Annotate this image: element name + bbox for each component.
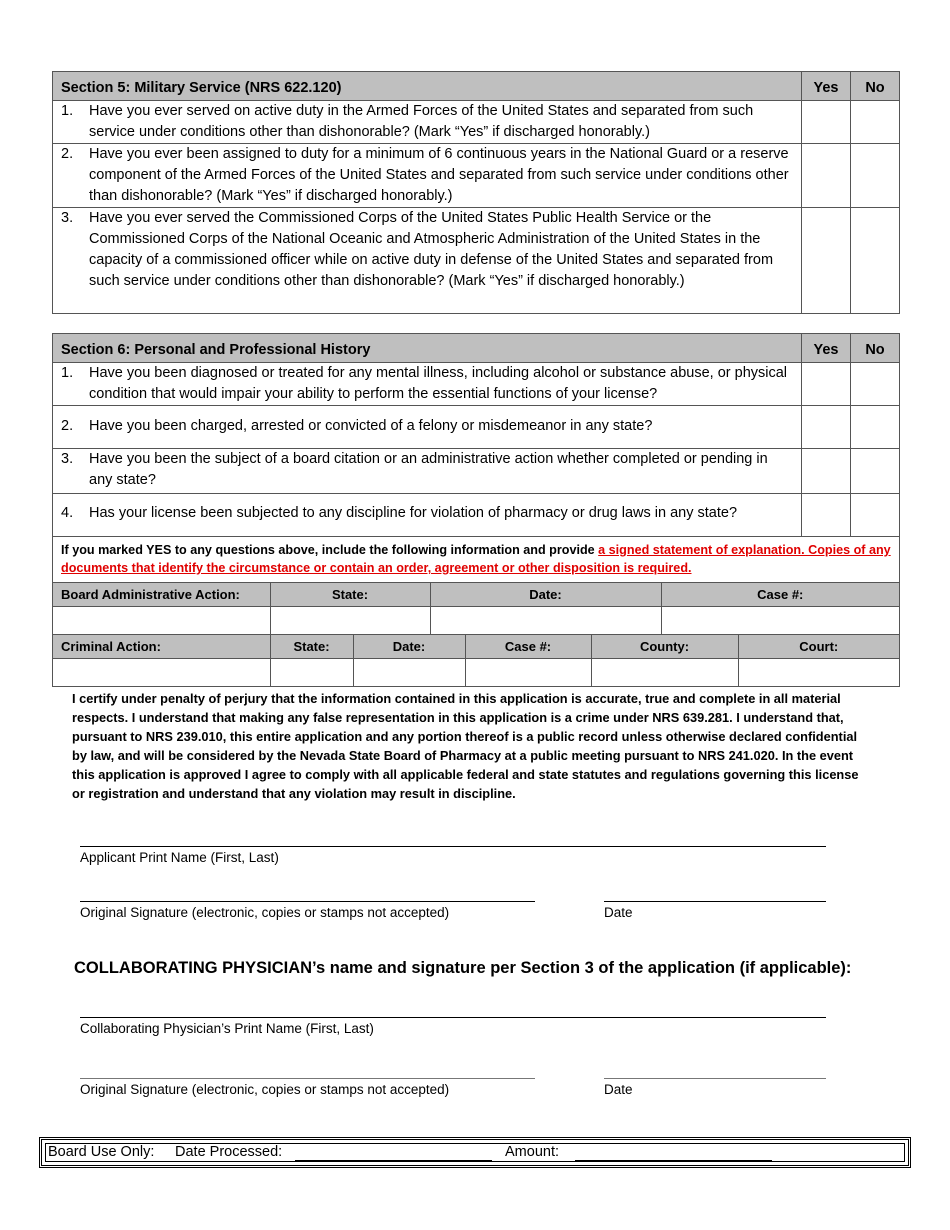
admin-action-table bbox=[53, 582, 899, 634]
applicant-signature-line[interactable] bbox=[80, 901, 535, 902]
instruction-text: If you marked YES to any questions above, include the following information and provide bbox=[61, 543, 599, 557]
no-column-header: No bbox=[850, 334, 899, 362]
question-text: Have you been charged, arrested or convicted of a felony or misdemeanor in any state? bbox=[89, 418, 653, 434]
collab-date-label: Date bbox=[604, 1082, 633, 1097]
section-6-header bbox=[53, 334, 899, 362]
criminal-state-field[interactable] bbox=[270, 659, 353, 687]
admin-case-field[interactable] bbox=[661, 607, 899, 635]
no-column-header: No bbox=[850, 72, 899, 100]
section-6-table bbox=[52, 333, 900, 687]
question-text: Have you been the subject of a board citation or an administrative action whether completed or pending in any state? bbox=[89, 451, 768, 488]
applicant-date-label: Date bbox=[604, 905, 633, 920]
criminal-date-field[interactable] bbox=[353, 659, 465, 687]
certification-statement: I certify under penalty of perjury that the information contained in this application is accurate, true and complete in all material respects. I understand that making any false representation in this application is a crime under NRS 639.281. I understand that, pursuant to NRS 239.010, this entire application and any portion thereof is a public record unless otherwise declared confidential by law, and will be considered by the Nevada State Board of Pharmacy at a public meeting pursuant to NRS 241.020. In the event this application is approved I agree to comply with all applicable federal and state statutes and regulations governing this license or registration and understand that any violation may result in discipline. bbox=[72, 691, 859, 801]
question-number: 3. bbox=[61, 451, 74, 467]
question-row bbox=[53, 493, 899, 536]
admin-action-label: Board Administrative Action: bbox=[53, 583, 270, 607]
criminal-case-field[interactable] bbox=[465, 659, 591, 687]
yes-instruction bbox=[53, 536, 899, 582]
criminal-case-header: Case #: bbox=[465, 635, 591, 659]
collab-date-line[interactable] bbox=[604, 1078, 826, 1079]
no-checkbox-cell[interactable] bbox=[850, 101, 899, 143]
criminal-action-label: Criminal Action: bbox=[53, 635, 270, 659]
yes-checkbox-cell[interactable] bbox=[801, 406, 850, 448]
collab-signature-line[interactable] bbox=[80, 1078, 535, 1079]
applicant-date-line[interactable] bbox=[604, 901, 826, 902]
criminal-court-field[interactable] bbox=[738, 659, 899, 687]
question-row bbox=[53, 362, 899, 405]
collaborating-physician-heading: COLLABORATING PHYSICIAN’s name and signature per Section 3 of the application (if applicable): bbox=[74, 959, 852, 977]
question-number: 2. bbox=[61, 418, 74, 434]
no-checkbox-cell[interactable] bbox=[850, 494, 899, 536]
no-checkbox-cell[interactable] bbox=[850, 208, 899, 313]
applicant-signature-label: Original Signature (electronic, copies or stamps not accepted) bbox=[80, 905, 450, 920]
question-row bbox=[53, 143, 899, 207]
criminal-county-header: County: bbox=[591, 635, 738, 659]
question-row bbox=[53, 405, 899, 448]
question-row bbox=[53, 448, 899, 493]
question-text: Has your license been subjected to any discipline for violation of pharmacy or drug laws in any state? bbox=[89, 505, 738, 521]
section-6-title: Section 6: Personal and Professional History bbox=[61, 342, 371, 358]
board-use-box bbox=[39, 1137, 911, 1168]
criminal-action-field[interactable] bbox=[53, 659, 270, 687]
applicant-name-line[interactable] bbox=[80, 846, 826, 847]
yes-column-header: Yes bbox=[801, 72, 850, 100]
yes-checkbox-cell[interactable] bbox=[801, 101, 850, 143]
question-text: Have you ever served on active duty in the Armed Forces of the United States and separated from such service under conditions other than dishonorable? (Mark “Yes” if discharged honorably.) bbox=[89, 103, 754, 140]
date-processed-line[interactable] bbox=[295, 1160, 492, 1161]
explanation-requirement: a signed statement of explanation. Copies of any documents that identify the circumstance or contain an order, agreement or other disposition is required. bbox=[61, 543, 891, 575]
yes-checkbox-cell[interactable] bbox=[801, 144, 850, 207]
no-checkbox-cell[interactable] bbox=[850, 449, 899, 493]
board-use-label: Board Use Only: bbox=[48, 1144, 155, 1160]
yes-checkbox-cell[interactable] bbox=[801, 449, 850, 493]
no-checkbox-cell[interactable] bbox=[850, 406, 899, 448]
section-5-title: Section 5: Military Service (NRS 622.120) bbox=[61, 80, 342, 96]
no-checkbox-cell[interactable] bbox=[850, 363, 899, 405]
admin-date-header: Date: bbox=[430, 583, 661, 607]
admin-date-field[interactable] bbox=[430, 607, 661, 635]
date-processed-label: Date Processed: bbox=[175, 1144, 283, 1160]
question-number: 4. bbox=[61, 505, 74, 521]
applicant-name-label: Applicant Print Name (First, Last) bbox=[80, 850, 279, 865]
amount-label: Amount: bbox=[505, 1144, 559, 1160]
admin-state-field[interactable] bbox=[270, 607, 430, 635]
collab-name-line[interactable] bbox=[80, 1017, 826, 1018]
amount-line[interactable] bbox=[575, 1160, 772, 1161]
question-text: Have you ever been assigned to duty for a minimum of 6 continuous years in the National Guard or a reserve component of the Armed Forces of the United States and separated from such service under conditions other than dishonorable? (Mark “Yes” if discharged honorably.) bbox=[89, 146, 789, 204]
collab-name-label: Collaborating Physician’s Print Name (First, Last) bbox=[80, 1021, 374, 1036]
yes-checkbox-cell[interactable] bbox=[801, 494, 850, 536]
question-row bbox=[53, 100, 899, 143]
no-checkbox-cell[interactable] bbox=[850, 144, 899, 207]
criminal-date-header: Date: bbox=[353, 635, 465, 659]
yes-checkbox-cell[interactable] bbox=[801, 363, 850, 405]
question-number: 1. bbox=[61, 103, 74, 119]
admin-case-header: Case #: bbox=[661, 583, 899, 607]
yes-checkbox-cell[interactable] bbox=[801, 208, 850, 313]
criminal-county-field[interactable] bbox=[591, 659, 738, 687]
question-number: 1. bbox=[61, 365, 74, 381]
admin-state-header: State: bbox=[270, 583, 430, 607]
criminal-state-header: State: bbox=[270, 635, 353, 659]
criminal-action-table bbox=[53, 634, 899, 686]
question-row bbox=[53, 207, 899, 313]
collab-signature-label: Original Signature (electronic, copies or stamps not accepted) bbox=[80, 1082, 450, 1097]
yes-column-header: Yes bbox=[801, 334, 850, 362]
admin-action-field[interactable] bbox=[53, 607, 270, 635]
question-number: 3. bbox=[61, 210, 74, 226]
section-5-header bbox=[53, 72, 899, 100]
section-5-table bbox=[52, 71, 900, 314]
question-text: Have you ever served the Commissioned Corps of the United States Public Health Service or the Commissioned Corps of the National Oceanic and Atmospheric Administration of the United States in the capacity of a commissioned officer while on active duty in defense of the United States and separated from such service under conditions other than dishonorable? (Mark “Yes” if discharged honorably.) bbox=[89, 210, 774, 289]
question-text: Have you been diagnosed or treated for any mental illness, including alcohol or substance abuse, or physical condition that would impair your ability to perform the essential functions of your license? bbox=[89, 365, 788, 402]
question-number: 2. bbox=[61, 146, 74, 162]
criminal-court-header: Court: bbox=[738, 635, 899, 659]
